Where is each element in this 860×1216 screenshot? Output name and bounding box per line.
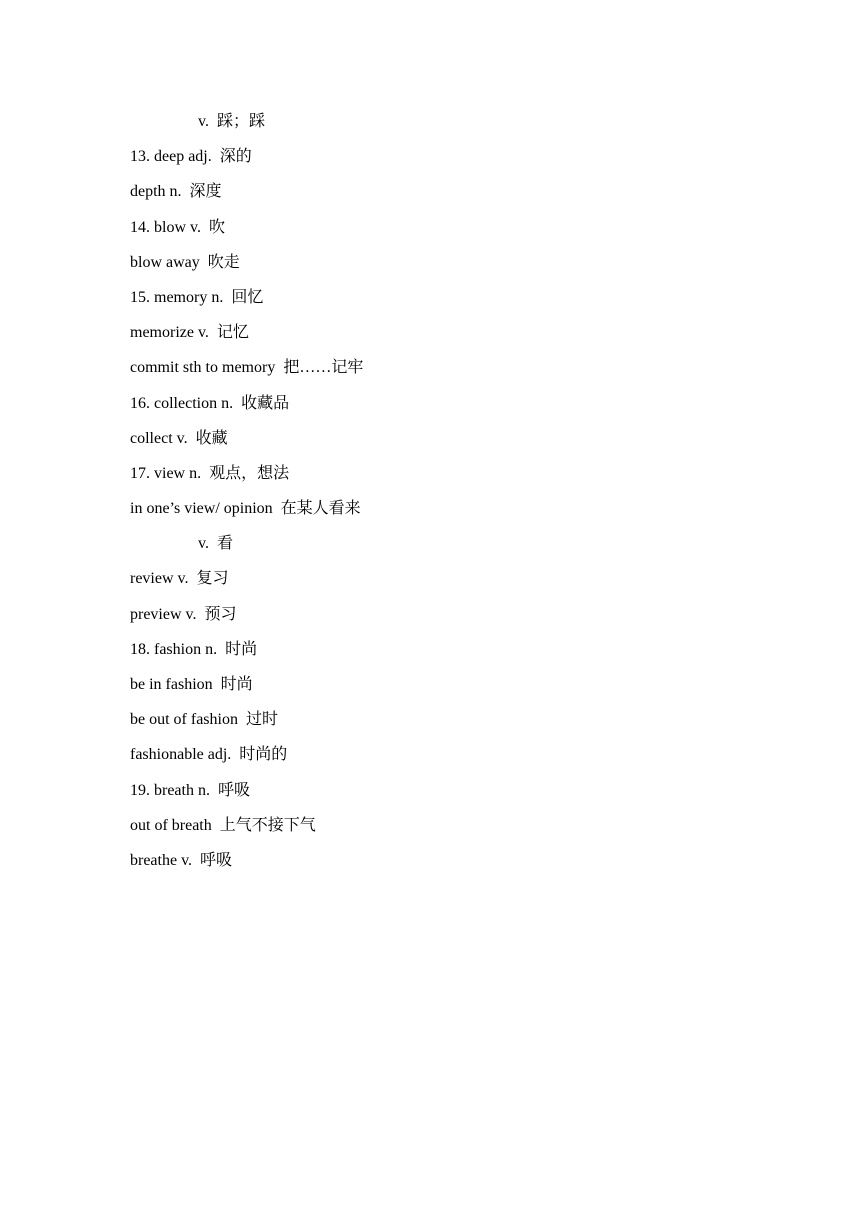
vocab-line: preview v. 预习 <box>130 605 237 623</box>
vocab-line: 19. breath n. 呼吸 <box>130 781 250 799</box>
vocab-line: be out of fashion 过时 <box>130 711 278 729</box>
vocab-line: collect v. 收藏 <box>130 429 228 447</box>
vocab-line: 17. view n. 观点，想法 <box>130 464 290 482</box>
vocab-line: fashionable adj. 时尚的 <box>130 746 288 764</box>
vocab-line: 16. collection n. 收藏品 <box>130 394 290 412</box>
vocab-line: 15. memory n. 回忆 <box>130 288 264 306</box>
vocab-line: 14. blow v. 吹 <box>130 218 225 236</box>
vocab-line: 13. deep adj. 深的 <box>130 148 252 166</box>
vocab-line: depth n. 深度 <box>130 183 222 201</box>
vocab-line: 18. fashion n. 时尚 <box>130 640 258 658</box>
vocab-line: v. 看 <box>198 535 233 553</box>
vocab-line: out of breath 上气不接下气 <box>130 816 316 834</box>
vocab-line: in one’s view/ opinion 在某人看来 <box>130 500 361 518</box>
vocab-line: memorize v. 记忆 <box>130 324 249 342</box>
vocab-line: v. 踩；踩 <box>198 113 265 130</box>
vocab-line: blow away 吹走 <box>130 253 240 271</box>
vocab-line: commit sth to memory 把……记牢 <box>130 359 364 377</box>
vocabulary-list <box>130 109 770 883</box>
vocab-line: review v. 复习 <box>130 570 229 588</box>
vocab-line: be in fashion 时尚 <box>130 676 253 693</box>
vocab-line: breathe v. 呼吸 <box>130 851 233 869</box>
